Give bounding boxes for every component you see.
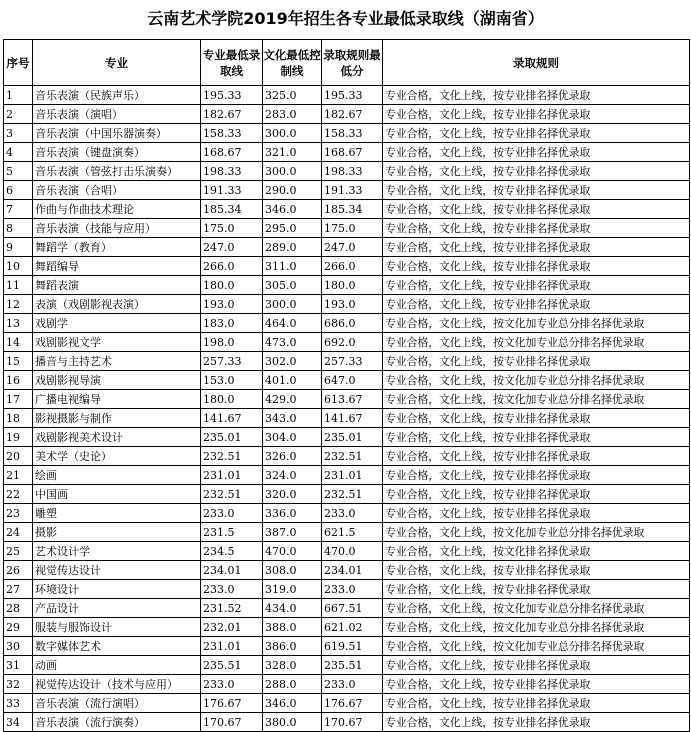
cell-seq: 4 (4, 143, 33, 162)
table-row (4, 523, 690, 542)
cell-seq: 2 (4, 105, 33, 124)
table-row (4, 561, 690, 580)
cell-rule: 专业合格，文化上线，按文化加专业总分排名择优录取 (383, 637, 690, 656)
cell-major-min: 175.0 (201, 219, 263, 238)
cell-major: 产品设计 (33, 599, 201, 618)
cell-rule-min: 686.0 (322, 314, 383, 333)
cell-culture-min: 288.0 (263, 675, 322, 694)
cell-rule: 专业合格，文化上线，按专业排名择优录取 (383, 162, 690, 181)
cell-major: 摄影 (33, 523, 201, 542)
cell-rule-min: 257.33 (322, 352, 383, 371)
cell-major: 音乐表演（键盘演奏） (33, 143, 201, 162)
cell-rule-min: 613.67 (322, 390, 383, 409)
cell-seq: 10 (4, 257, 33, 276)
table-row (4, 200, 690, 219)
table-row (4, 86, 690, 105)
cell-rule: 专业合格，文化上线，按文化加专业总分排名择优录取 (383, 599, 690, 618)
table-row (4, 371, 690, 390)
cell-culture-min: 388.0 (263, 618, 322, 637)
cell-culture-min: 343.0 (263, 409, 322, 428)
cell-seq: 23 (4, 504, 33, 523)
cell-major-min: 235.51 (201, 656, 263, 675)
table-row (4, 352, 690, 371)
cell-major: 雕塑 (33, 504, 201, 523)
cell-rule: 专业合格，文化上线，按专业排名择优录取 (383, 447, 690, 466)
table-row (4, 295, 690, 314)
table-row (4, 599, 690, 618)
cell-seq: 16 (4, 371, 33, 390)
cell-culture-min: 380.0 (263, 713, 322, 732)
table-row (4, 390, 690, 409)
cell-major: 视觉传达设计 (33, 561, 201, 580)
cell-seq: 31 (4, 656, 33, 675)
cell-major-min: 141.67 (201, 409, 263, 428)
table-row (4, 428, 690, 447)
cell-seq: 11 (4, 276, 33, 295)
cell-major: 影视摄影与制作 (33, 409, 201, 428)
cell-culture-min: 346.0 (263, 200, 322, 219)
cell-culture-min: 295.0 (263, 219, 322, 238)
cell-major: 音乐表演（民族声乐） (33, 86, 201, 105)
cell-major-min: 193.0 (201, 295, 263, 314)
cell-culture-min: 387.0 (263, 523, 322, 542)
cell-major-min: 183.0 (201, 314, 263, 333)
cell-rule: 专业合格，文化上线，按专业排名择优录取 (383, 428, 690, 447)
table-row (4, 409, 690, 428)
cell-rule: 专业合格，文化上线，按专业排名择优录取 (383, 276, 690, 295)
cell-rule: 专业合格，文化上线，按专业排名择优录取 (383, 143, 690, 162)
cell-rule: 专业合格，文化上线，按专业排名择优录取 (383, 181, 690, 200)
cell-rule-min: 233.0 (322, 504, 383, 523)
cell-culture-min: 283.0 (263, 105, 322, 124)
table-row (4, 618, 690, 637)
cell-major-min: 198.33 (201, 162, 263, 181)
table-row (4, 124, 690, 143)
cell-culture-min: 470.0 (263, 542, 322, 561)
cell-rule-min: 180.0 (322, 276, 383, 295)
cell-culture-min: 321.0 (263, 143, 322, 162)
cell-major: 音乐表演（技能与应用） (33, 219, 201, 238)
cell-rule-min: 193.0 (322, 295, 383, 314)
cell-major: 舞蹈学（教育） (33, 238, 201, 257)
cell-rule-min: 141.67 (322, 409, 383, 428)
cell-seq: 15 (4, 352, 33, 371)
cell-major: 舞蹈表演 (33, 276, 201, 295)
cell-major: 音乐表演（流行演唱） (33, 694, 201, 713)
table-row (4, 257, 690, 276)
cell-major: 动画 (33, 656, 201, 675)
cell-culture-min: 300.0 (263, 124, 322, 143)
table-row (4, 276, 690, 295)
cell-culture-min: 386.0 (263, 637, 322, 656)
cell-seq: 6 (4, 181, 33, 200)
cell-culture-min: 326.0 (263, 447, 322, 466)
cell-culture-min: 328.0 (263, 656, 322, 675)
cell-rule: 专业合格，文化上线，按专业排名择优录取 (383, 561, 690, 580)
cell-rule-min: 470.0 (322, 542, 383, 561)
cell-rule: 专业合格，文化上线，按文化加专业总分排名择优录取 (383, 333, 690, 352)
table-row (4, 542, 690, 561)
cell-rule-min: 195.33 (322, 86, 383, 105)
cell-major-min: 232.51 (201, 447, 263, 466)
cell-seq: 14 (4, 333, 33, 352)
cell-culture-min: 289.0 (263, 238, 322, 257)
cell-major: 服装与服饰设计 (33, 618, 201, 637)
cell-major-min: 231.01 (201, 637, 263, 656)
cell-rule-min: 619.51 (322, 637, 383, 656)
cell-major-min: 231.01 (201, 466, 263, 485)
cell-major-min: 266.0 (201, 257, 263, 276)
cell-seq: 33 (4, 694, 33, 713)
table-row (4, 656, 690, 675)
cell-major: 播音与主持艺术 (33, 352, 201, 371)
cell-seq: 1 (4, 86, 33, 105)
cell-culture-min: 320.0 (263, 485, 322, 504)
cell-rule: 专业合格，文化上线，按专业排名择优录取 (383, 295, 690, 314)
cell-seq: 5 (4, 162, 33, 181)
cell-major: 音乐表演（合唱） (33, 181, 201, 200)
cell-rule: 专业合格，文化上线，按文化加专业总分排名择优录取 (383, 523, 690, 542)
cell-major: 音乐表演（管弦打击乐演奏） (33, 162, 201, 181)
cell-culture-min: 319.0 (263, 580, 322, 599)
cell-seq: 13 (4, 314, 33, 333)
cell-rule-min: 175.0 (322, 219, 383, 238)
cell-rule-min: 621.5 (322, 523, 383, 542)
table-row (4, 105, 690, 124)
cell-culture-min: 302.0 (263, 352, 322, 371)
cell-rule: 专业合格，文化上线，按专业排名择优录取 (383, 86, 690, 105)
header-major-min: 专业最低录取线 (201, 40, 263, 86)
cell-seq: 3 (4, 124, 33, 143)
table-row (4, 143, 690, 162)
cell-rule: 专业合格，文化上线，按专业排名择优录取 (383, 238, 690, 257)
cell-rule-min: 198.33 (322, 162, 383, 181)
cell-seq: 19 (4, 428, 33, 447)
cell-major-min: 176.67 (201, 694, 263, 713)
table-row (4, 485, 690, 504)
cell-major-min: 234.01 (201, 561, 263, 580)
cell-rule-min: 182.67 (322, 105, 383, 124)
cell-rule: 专业合格，文化上线，按专业排名择优录取 (383, 713, 690, 732)
cell-major: 舞蹈编导 (33, 257, 201, 276)
page-title: 云南艺术学院2019年招生各专业最低录取线（湖南省） (147, 9, 544, 28)
table-row (4, 466, 690, 485)
cell-major-min: 231.52 (201, 599, 263, 618)
cell-rule-min: 158.33 (322, 124, 383, 143)
cell-major-min: 158.33 (201, 124, 263, 143)
cell-culture-min: 325.0 (263, 86, 322, 105)
cell-rule-min: 232.51 (322, 447, 383, 466)
cell-major: 音乐表演（流行演奏） (33, 713, 201, 732)
table-row (4, 713, 690, 732)
cell-major: 艺术设计学 (33, 542, 201, 561)
admission-table (3, 39, 690, 732)
table-row (4, 580, 690, 599)
cell-rule-min: 231.01 (322, 466, 383, 485)
table-row (4, 162, 690, 181)
cell-major-min: 170.67 (201, 713, 263, 732)
cell-major: 音乐表演（演唱） (33, 105, 201, 124)
cell-major-min: 257.33 (201, 352, 263, 371)
cell-rule-min: 692.0 (322, 333, 383, 352)
cell-rule-min: 233.0 (322, 675, 383, 694)
cell-major-min: 235.01 (201, 428, 263, 447)
cell-major-min: 247.0 (201, 238, 263, 257)
cell-rule: 专业合格，文化上线，按文化加专业总分排名择优录取 (383, 618, 690, 637)
cell-major: 作曲与作曲技术理论 (33, 200, 201, 219)
cell-major: 戏剧影视美术设计 (33, 428, 201, 447)
table-row (4, 238, 690, 257)
cell-major: 戏剧影视文学 (33, 333, 201, 352)
cell-rule: 专业合格，文化上线，按专业排名择优录取 (383, 656, 690, 675)
cell-major-min: 180.0 (201, 390, 263, 409)
cell-rule-min: 191.33 (322, 181, 383, 200)
cell-culture-min: 300.0 (263, 162, 322, 181)
table-row (4, 504, 690, 523)
cell-major: 数字媒体艺术 (33, 637, 201, 656)
header-major: 专业 (33, 40, 201, 86)
cell-major: 表演（戏剧影视表演） (33, 295, 201, 314)
cell-rule: 专业合格，文化上线，按专业排名择优录取 (383, 219, 690, 238)
cell-seq: 30 (4, 637, 33, 656)
cell-major-min: 182.67 (201, 105, 263, 124)
table-row (4, 181, 690, 200)
cell-major: 音乐表演（中国乐器演奏） (33, 124, 201, 143)
cell-culture-min: 346.0 (263, 694, 322, 713)
header-rule: 录取规则 (383, 40, 690, 86)
cell-rule-min: 235.01 (322, 428, 383, 447)
cell-major-min: 198.0 (201, 333, 263, 352)
header-culture-min: 文化最低控制线 (263, 40, 322, 86)
cell-major-min: 180.0 (201, 276, 263, 295)
cell-seq: 9 (4, 238, 33, 257)
cell-seq: 26 (4, 561, 33, 580)
cell-rule: 专业合格，文化上线，按专业排名择优录取 (383, 580, 690, 599)
cell-rule-min: 233.0 (322, 580, 383, 599)
cell-rule: 专业合格，文化上线，按专业排名择优录取 (383, 485, 690, 504)
cell-rule-min: 247.0 (322, 238, 383, 257)
cell-rule-min: 234.01 (322, 561, 383, 580)
cell-rule: 专业合格，文化上线，按文化加专业总分排名择优录取 (383, 314, 690, 333)
cell-rule-min: 170.67 (322, 713, 383, 732)
cell-seq: 24 (4, 523, 33, 542)
cell-culture-min: 464.0 (263, 314, 322, 333)
cell-major-min: 233.0 (201, 675, 263, 694)
cell-major: 戏剧学 (33, 314, 201, 333)
cell-seq: 34 (4, 713, 33, 732)
cell-rule: 专业合格，文化上线，按专业排名择优录取 (383, 124, 690, 143)
cell-rule: 专业合格，文化上线，按文化加专业总分排名择优录取 (383, 390, 690, 409)
cell-rule: 专业合格，文化上线，按专业排名择优录取 (383, 504, 690, 523)
cell-rule: 专业合格，文化上线，按专业排名择优录取 (383, 352, 690, 371)
cell-culture-min: 300.0 (263, 295, 322, 314)
cell-seq: 32 (4, 675, 33, 694)
cell-culture-min: 324.0 (263, 466, 322, 485)
cell-culture-min: 401.0 (263, 371, 322, 390)
cell-culture-min: 308.0 (263, 561, 322, 580)
cell-rule: 专业合格，文化上线，按专业排名择优录取 (383, 694, 690, 713)
cell-major: 视觉传达设计（技术与应用） (33, 675, 201, 694)
cell-seq: 27 (4, 580, 33, 599)
cell-major-min: 168.67 (201, 143, 263, 162)
table-row (4, 219, 690, 238)
table-row (4, 675, 690, 694)
cell-culture-min: 429.0 (263, 390, 322, 409)
cell-major-min: 233.0 (201, 580, 263, 599)
cell-seq: 22 (4, 485, 33, 504)
cell-seq: 7 (4, 200, 33, 219)
cell-rule: 专业合格，文化上线，按文化排名择优录取 (383, 542, 690, 561)
cell-culture-min: 311.0 (263, 257, 322, 276)
cell-major-min: 153.0 (201, 371, 263, 390)
cell-rule: 专业合格，文化上线，按专业排名择优录取 (383, 409, 690, 428)
cell-major-min: 234.5 (201, 542, 263, 561)
cell-rule-min: 232.51 (322, 485, 383, 504)
cell-culture-min: 473.0 (263, 333, 322, 352)
cell-rule: 专业合格，文化上线，按专业排名择优录取 (383, 466, 690, 485)
cell-rule-min: 647.0 (322, 371, 383, 390)
cell-rule: 专业合格，文化上线，按专业排名择优录取 (383, 200, 690, 219)
cell-seq: 8 (4, 219, 33, 238)
cell-seq: 21 (4, 466, 33, 485)
cell-culture-min: 336.0 (263, 504, 322, 523)
cell-major: 美术学（史论） (33, 447, 201, 466)
cell-major: 广播电视编导 (33, 390, 201, 409)
table-header-row (4, 40, 690, 86)
cell-seq: 28 (4, 599, 33, 618)
cell-major-min: 191.33 (201, 181, 263, 200)
cell-culture-min: 434.0 (263, 599, 322, 618)
cell-major: 戏剧影视导演 (33, 371, 201, 390)
cell-culture-min: 305.0 (263, 276, 322, 295)
cell-major-min: 231.5 (201, 523, 263, 542)
cell-rule-min: 667.51 (322, 599, 383, 618)
header-seq: 序号 (4, 40, 33, 86)
cell-major-min: 185.34 (201, 200, 263, 219)
cell-seq: 20 (4, 447, 33, 466)
table-row (4, 447, 690, 466)
cell-rule: 专业合格，文化上线，按专业排名择优录取 (383, 675, 690, 694)
cell-major-min: 195.33 (201, 86, 263, 105)
cell-rule-min: 235.51 (322, 656, 383, 675)
cell-rule: 专业合格，文化上线，按专业排名择优录取 (383, 257, 690, 276)
cell-rule-min: 168.67 (322, 143, 383, 162)
cell-major-min: 233.0 (201, 504, 263, 523)
table-row (4, 333, 690, 352)
cell-major: 中国画 (33, 485, 201, 504)
cell-major: 绘画 (33, 466, 201, 485)
cell-seq: 29 (4, 618, 33, 637)
cell-major-min: 232.01 (201, 618, 263, 637)
cell-major: 环境设计 (33, 580, 201, 599)
header-rule-min: 录取规则最低分 (322, 40, 383, 86)
cell-major-min: 232.51 (201, 485, 263, 504)
cell-rule-min: 266.0 (322, 257, 383, 276)
cell-rule: 专业合格，文化上线，按专业排名择优录取 (383, 105, 690, 124)
cell-rule-min: 176.67 (322, 694, 383, 713)
cell-rule: 专业合格，文化上线，按文化加专业总分排名择优录取 (383, 371, 690, 390)
cell-culture-min: 290.0 (263, 181, 322, 200)
table-row (4, 694, 690, 713)
cell-rule-min: 621.02 (322, 618, 383, 637)
cell-culture-min: 304.0 (263, 428, 322, 447)
cell-rule-min: 185.34 (322, 200, 383, 219)
table-row (4, 637, 690, 656)
table-row (4, 314, 690, 333)
cell-seq: 18 (4, 409, 33, 428)
cell-seq: 12 (4, 295, 33, 314)
cell-seq: 17 (4, 390, 33, 409)
cell-seq: 25 (4, 542, 33, 561)
